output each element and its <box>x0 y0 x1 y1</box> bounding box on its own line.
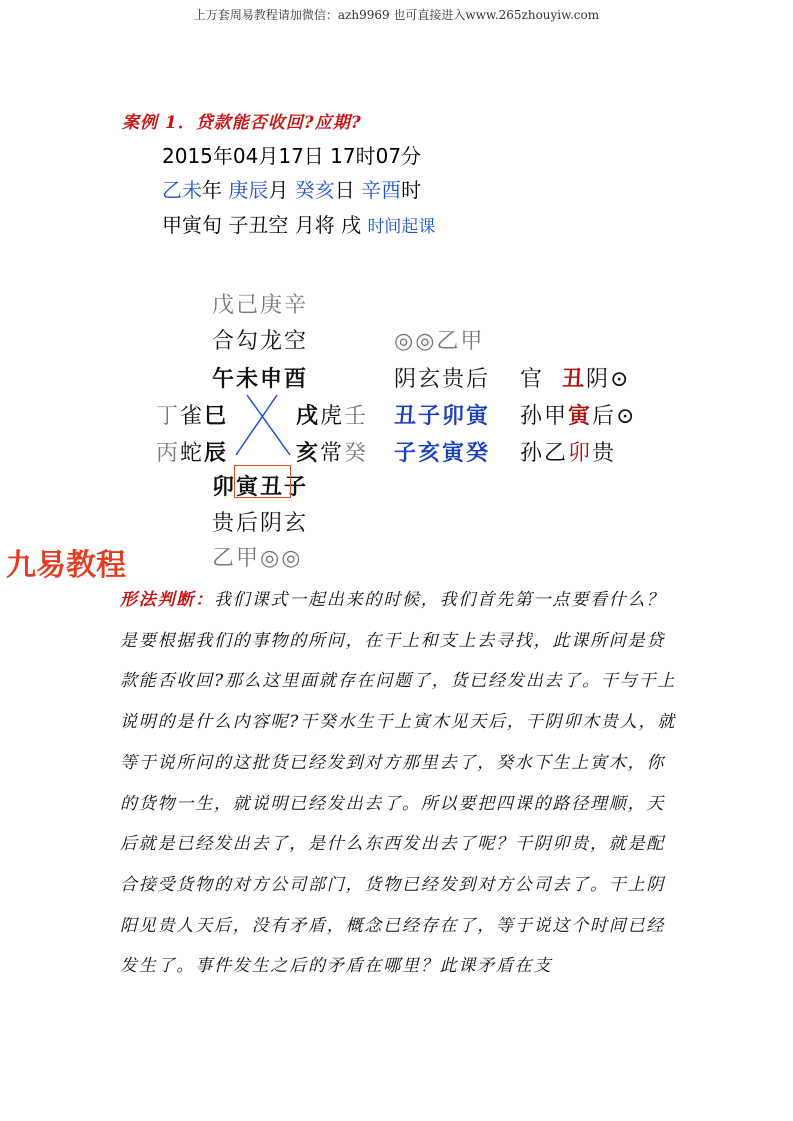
day-suffix: 日 <box>334 178 355 202</box>
chuan-1: 官 丑阴⊙ <box>520 366 631 392</box>
month-suffix: 月 <box>268 178 289 202</box>
day-pillar: 癸亥 <box>294 178 335 202</box>
xun-tail: 时间起课 <box>367 217 436 237</box>
paragraph-lead: 形法判断： <box>120 590 214 610</box>
chuan-3: 孙乙卯贵 <box>520 441 617 466</box>
ke-gods: 阴玄贵后 <box>394 367 491 392</box>
chart-right-xu: 戌虎壬 <box>296 403 369 429</box>
chart-right-hai: 亥常癸 <box>296 440 369 466</box>
header-note: 上万套周易教程请加微信：azh9969 也可直接进入www.265zhouyiw.com <box>193 8 600 22</box>
kong-branches: 寅丑 <box>236 474 285 500</box>
hour-suffix: 时 <box>401 178 422 202</box>
ke-top: 丑子卯寅 <box>394 403 491 429</box>
chart-row-gods-top: 合勾龙空 <box>212 329 309 354</box>
xun-main: 甲寅旬 子丑空 月将 戌 <box>162 213 362 237</box>
cross-line-b <box>236 395 277 455</box>
analysis-paragraph <box>120 580 680 987</box>
ke-bottom: 子亥寅癸 <box>394 440 491 466</box>
chart-row-gan: 戊己庚辛 <box>212 293 309 318</box>
chart-row-gan-bottom: 乙甲◎◎ <box>212 546 303 571</box>
chart-row-gods-bottom: 贵后阴玄 <box>212 511 309 536</box>
ke-head: ◎◎乙甲 <box>394 329 485 354</box>
chart-row-branches-top: 午未申酉 <box>212 366 309 392</box>
kong-highlight-box <box>234 465 291 498</box>
chart-left-si: 丁雀巳 <box>156 403 229 429</box>
datetime-line: 2015年04月17日 17时07分 <box>162 144 422 168</box>
chart-left-chen: 丙蛇辰 <box>156 440 229 466</box>
watermark-logo: 九易教程 <box>6 548 126 583</box>
case-title: 案例 1．贷款能否收回?应期? <box>122 113 362 133</box>
cross-line-a <box>247 395 290 455</box>
year-suffix: 年 <box>202 178 222 202</box>
branch-zi: 子 <box>284 474 309 500</box>
year-pillar: 乙未 <box>162 178 202 202</box>
paragraph-text: 我们课式一起出来的时候，我们首先第一点要看什么？是要根据我们的事物的所问，在干上和支上去寻找，此课所问是贷款能否收回?那么这里面就存在问题了，货已经发出去了。干与干上说明的是什么内容呢?干癸水生干上寅木见天后，干阴卯木贵人，就等于说所问的这批货已经发到对方那里去了，癸水下生上寅木，你的货物一生，就说明已经发出去了。所以要把四课的路径理顺，天后就是已经发出去了，是什么东西发出去了呢？干阴卯贵，就是配合接受货物的对方公司部门，货物已经发到对方公司去了。干上阴阳见贵人天后，没有矛盾，概念已经存在了，等于说这个时间已经发生了。事件发生之后的矛盾在哪里？此课矛盾在支 <box>120 590 677 977</box>
branch-mao: 卯 <box>212 474 237 500</box>
hour-pillar: 辛酉 <box>361 178 402 202</box>
month-pillar: 庚辰 <box>228 178 269 202</box>
chuan-2: 孙甲寅后⊙ <box>520 403 637 429</box>
